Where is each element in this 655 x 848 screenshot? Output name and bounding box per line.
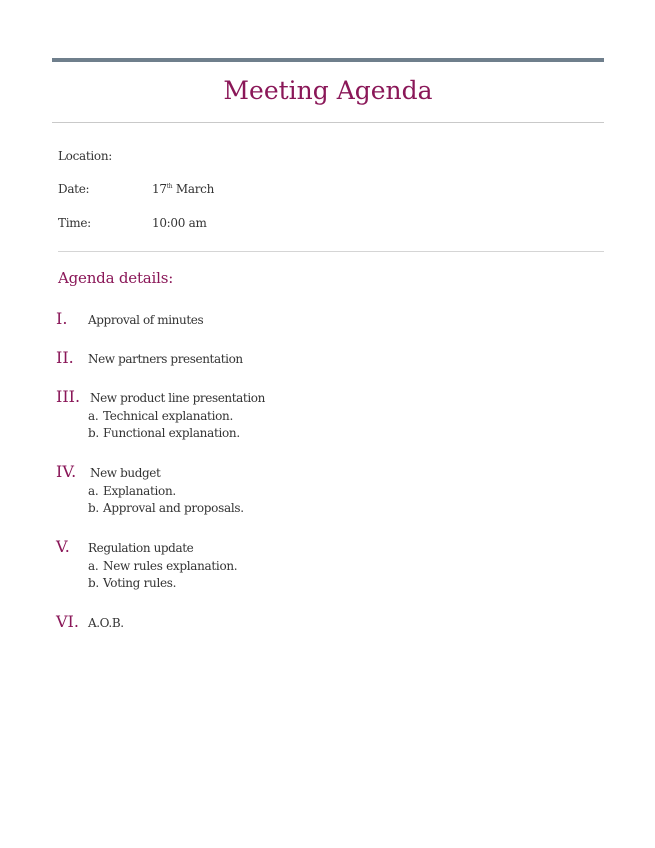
subitem-text: Functional explanation. xyxy=(103,426,240,440)
page-title: Meeting Agenda xyxy=(223,76,433,105)
item-numeral: III. xyxy=(56,387,81,406)
item-text: New product line presentation xyxy=(90,391,265,405)
info-divider xyxy=(58,251,604,252)
subitem xyxy=(88,559,237,573)
item-text: New partners presentation xyxy=(88,352,243,366)
subitem-letter: a. xyxy=(88,559,99,573)
subitem xyxy=(88,426,240,440)
item-numeral: I. xyxy=(56,309,68,328)
subitem-letter: b. xyxy=(88,576,99,590)
item-numeral: II. xyxy=(56,348,74,367)
subitem-letter: a. xyxy=(88,484,99,498)
time-label: Time: xyxy=(58,216,91,230)
date-day: 17 xyxy=(152,182,167,196)
item-text: Regulation update xyxy=(88,541,194,555)
subitem-text: Voting rules. xyxy=(103,576,177,590)
subitem-letter: b. xyxy=(88,501,99,515)
date-value xyxy=(152,182,214,196)
location-label: Location: xyxy=(58,149,113,163)
item-numeral: IV. xyxy=(56,462,77,481)
subitem xyxy=(88,576,176,590)
subitem-letter: a. xyxy=(88,409,99,423)
date-suffix: th xyxy=(166,183,173,190)
subitem-text: Approval and proposals. xyxy=(103,501,244,515)
subitem-text: New rules explanation. xyxy=(103,559,238,573)
item-text: New budget xyxy=(90,466,161,480)
agenda-heading: Agenda details: xyxy=(58,269,174,287)
header-bar xyxy=(52,58,604,62)
item-text: Approval of minutes xyxy=(88,313,204,327)
subitem xyxy=(88,501,244,515)
item-numeral: VI. xyxy=(56,612,79,631)
title-divider xyxy=(52,122,604,123)
time-value: 10:00 am xyxy=(152,216,207,230)
subitem xyxy=(88,409,233,423)
subitem xyxy=(88,484,176,498)
subitem-text: Explanation. xyxy=(103,484,176,498)
date-month: March xyxy=(172,182,215,196)
subitem-text: Technical explanation. xyxy=(103,409,233,423)
subitem-letter: b. xyxy=(88,426,99,440)
item-text: A.O.B. xyxy=(88,616,124,630)
date-label: Date: xyxy=(58,182,90,196)
item-numeral: V. xyxy=(56,537,70,556)
